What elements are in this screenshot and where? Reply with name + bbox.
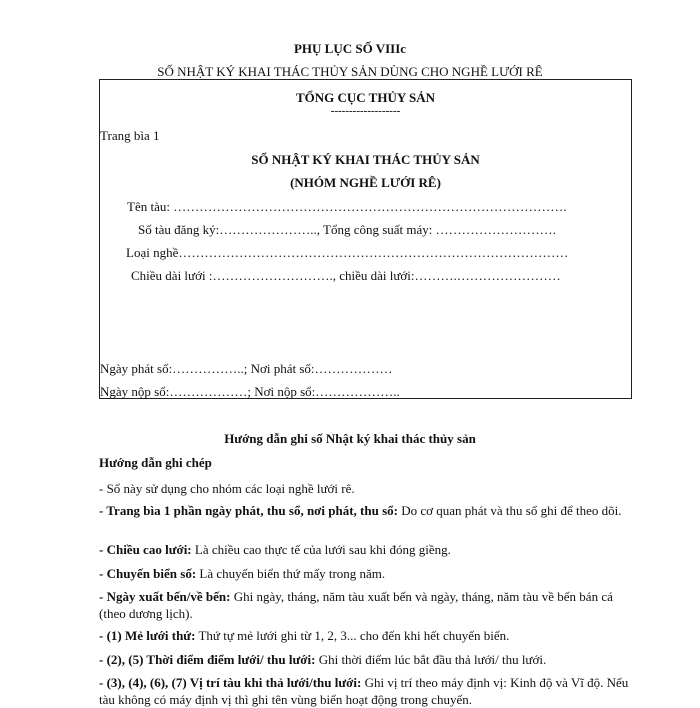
agency-name: TỔNG CỤC THỦY SẢN bbox=[295, 90, 436, 105]
instruction-paragraph: - Ngày xuất bến/về bến: Ghi ngày, tháng, năm tàu xuất bến và ngày, tháng, năm tàu về bến bán cá (theo dương lịch). bbox=[99, 589, 613, 621]
agency-divider: ------------------- bbox=[330, 105, 401, 117]
net-length-field: Chiều dài lưới :………………………., chiều dài lưới:……….…………………… bbox=[131, 268, 561, 283]
instruction-paragraph: - Chuyến biển số: Là chuyến biển thứ mấy trong năm. bbox=[99, 566, 386, 581]
instruction-paragraph: - Chiều cao lưới: Là chiều cao thực tế của lưới sau khi đóng giềng. bbox=[99, 542, 451, 557]
instruction-paragraph: - Sổ này sử dụng cho nhóm các loại nghề lưới rê. bbox=[99, 481, 355, 496]
instruction-paragraph: - Trang bìa 1 phần ngày phát, thu sổ, nơi phát, thu sổ: Do cơ quan phát và thu sổ ghi để theo dõi. bbox=[99, 503, 622, 518]
appendix-title: PHỤ LỤC SỐ VIIIc bbox=[293, 41, 407, 56]
logbook-subtitle: (NHÓM NGHỀ LƯỚI RÊ) bbox=[290, 175, 441, 190]
issue-date-field: Ngày phát số:……………..; Nơi phát số:……………… bbox=[100, 361, 393, 376]
gear-type-field: Loại nghề……………………………………………………………………………… bbox=[126, 245, 569, 260]
cover-page-box bbox=[99, 79, 632, 399]
appendix-subtitle: SỔ NHẬT KÝ KHAI THÁC THỦY SẢN DÙNG CHO NGHỀ LƯỚI RÊ bbox=[157, 64, 543, 79]
instruction-paragraph: - (3), (4), (6), (7) Vị trí tàu khi thả lưới/thu lưới: Ghi vị trí theo máy định vị: Kinh độ và Vĩ độ. Nếu tàu không có máy định vị thì ghi tên vùng biển hoạt động trong chuyến. bbox=[99, 675, 629, 707]
instruction-paragraph: - (2), (5) Thời điểm điểm lưới/ thu lưới: Ghi thời điểm lúc bắt đầu thả lưới/ thu lưới. bbox=[99, 652, 547, 667]
instruction-paragraph: - (1) Mẻ lưới thứ: Thứ tự mẻ lưới ghi từ 1, 2, 3... cho đến khi hết chuyến biển. bbox=[99, 628, 510, 643]
registration-field: Số tàu đăng ký:………………….., Tổng công suất máy: ………………………. bbox=[138, 222, 556, 237]
cover-page-label: Trang bìa 1 bbox=[100, 128, 160, 143]
submit-date-field: Ngày nộp sổ:………………; Nơi nộp sổ:……………….. bbox=[100, 384, 400, 399]
vessel-name-field: Tên tàu: ………………………………………………………………………………. bbox=[127, 199, 567, 214]
logbook-title: SỔ NHẬT KÝ KHAI THÁC THỦY SẢN bbox=[251, 152, 480, 167]
instructions-title: Hướng dẫn ghi số Nhật ký khai thác thủy sản bbox=[224, 431, 476, 446]
instructions-heading: Hướng dẫn ghi chép bbox=[99, 455, 212, 470]
